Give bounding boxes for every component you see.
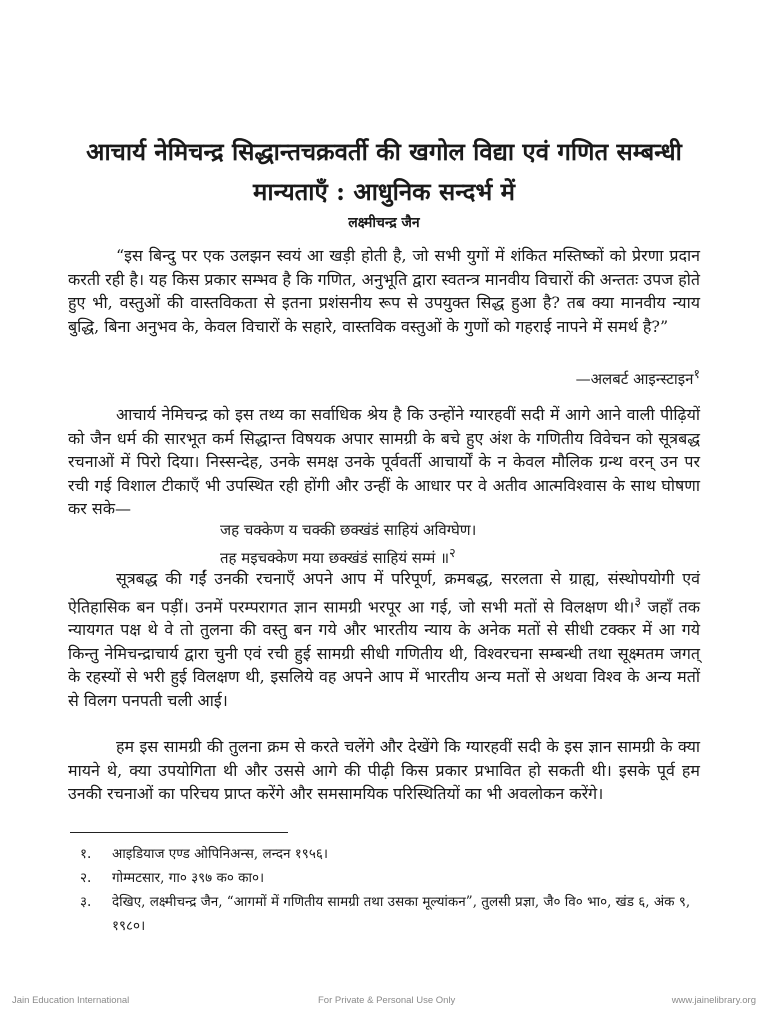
footnotes-list — [70, 842, 706, 938]
author-name: लक्ष्मीचन्द्र जैन — [348, 215, 420, 231]
footnote-number: ३. — [80, 894, 92, 910]
footer-usage-note: For Private & Personal Use Only — [318, 995, 456, 1006]
footnote-number: १. — [80, 846, 92, 862]
verse-line-2 — [220, 541, 456, 570]
footnote-ref-1: १ — [693, 366, 700, 381]
paragraph-2-part-1: सूत्रबद्ध की गईं उनकी रचनाएँ अपने आप में परिपूर्ण, क्रमबद्ध, सरलता से ग्राह्य, संस्थोपयोगी एवं ऐतिहासिक बन पड़ीं। उनमें परम्परागत ज्ञान सामग्री भरपूर आ गई, जो सभी मतों से विलक्षण थी। — [68, 569, 700, 616]
footnote-item — [70, 866, 706, 890]
footnote-ref-2: २ — [449, 545, 456, 560]
footnote-text: गोम्मटसार, गा० ३९७ क० का०। — [112, 870, 265, 886]
epigraph-quote: “इस बिन्दु पर एक उलझन स्वयं आ खड़ी होती है, जो सभी युगों में शंकित मस्तिष्कों को प्रेरणा प्रदान करती रही है। यह किस प्रकार सम्भव है कि गणित, अनुभूति द्वारा स्वतन्त्र मानवीय विचारों की अन्ततः उपज होते हुए भी, वस्तुओं की वास्तविकता से इतना प्रशंसनीय रूप से उपयुक्त सिद्ध हुआ है? तब क्या मानवीय न्याय बुद्धि, बिना अनुभव के, केवल विचारों के सहारे, वास्तविक वस्तुओं के गुणों को गहराई नापने में समर्थ है?” — [68, 246, 700, 336]
paragraph-2-part-2: जहाँ तक न्यायगत पक्ष थे वे तो तुलना की वस्तु बन गये और भारतीय न्याय के अनेक मतों से सीधी टक्कर में आ गये किन्तु नेमिचन्द्राचार्य द्वारा चुनी एवं रची हुई सामग्री सीधी गणितीय थी, विश्वरचना सम्बन्धी तथा सूक्ष्मतम जगत् के रहस्यों से भरी हुई विलक्षण थी, इसलिये वह अपने आप में भारतीय अन्य मतों से अथवा विश्व के अन्य मतों से विलग पनपती चली आई। — [68, 596, 701, 710]
paragraph-2 — [68, 567, 700, 712]
footnote-item — [70, 890, 706, 938]
footnote-divider — [70, 832, 288, 833]
footer-publisher: Jain Education International — [12, 995, 130, 1006]
footnote-text: आइडियाज एण्ड ओपिनिअन्स, लन्दन १९५६। — [112, 846, 328, 862]
page-footer — [12, 995, 756, 1011]
document-title: आचार्य नेमिचन्द्र सिद्धान्तचक्रवर्ती की खगोल विद्या एवं गणित सम्बन्धी मान्यताएँ : आधुनिक सन्दर्भ में — [86, 137, 682, 206]
footnote-ref-3: ३ — [634, 594, 642, 610]
paragraph-1: आचार्य नेमिचन्द्र को इस तथ्य का सर्वाधिक श्रेय है कि उन्होंने ग्यारहवीं सदी में आगे आने वाली पीढ़ियों को जैन धर्म की सारभूत कर्म सिद्धान्त विषयक अपार सामग्री के बचे हुए अंश के गणितीय विवेचन को सूत्रबद्ध रचनाओं में पिरो दिया। निस्सन्देह, उनके समक्ष उनके पूर्ववर्ती आचार्यों के न केवल मौलिक ग्रन्थ वरन् उन पर रची गई विशाल टीकाएँ भी उपस्थित रही होंगी और उन्हीं के आधार पर वे अतीव आत्मविश्वास के साथ घोषणा कर सके— — [68, 405, 700, 518]
footnote-item — [70, 842, 706, 866]
footer-website: www.jainelibrary.org — [671, 995, 756, 1006]
verse-line-2-text: तह मइचक्केण मया छक्खंडं साहियं सम्मं ॥ — [220, 549, 450, 567]
paragraph-3: हम इस सामग्री की तुलना क्रम से करते चलेंगे और देखेंगे कि ग्यारहवीं सदी के इस ज्ञान सामग्री के क्या मायने थे, क्या उपयोगिता थी और उससे आगे की पीढ़ी किस प्रकार प्रभावित हो सकती थी। इसके पूर्व हम उनकी रचनाओं का परिचय प्राप्त करेंगे और समसामयिक परिस्थितियों का भी अवलोकन करेंगे। — [68, 737, 700, 803]
epigraph-attribution — [576, 365, 700, 389]
attribution-text: —अलबर्ट आइन्स्टाइन — [575, 370, 694, 388]
footnote-number: २. — [80, 870, 92, 886]
verse-line-1: जह चक्केण य चक्की छक्खंडं साहियं अविग्घेण। — [220, 521, 477, 539]
footnote-text: देखिए, लक्ष्मीचन्द्र जैन, “आगमों में गणितीय सामग्री तथा उसका मूल्यांकन”, तुलसी प्रज्ञा, जै० वि० भा०, खंड ६, अंक ९, १९८०। — [112, 894, 691, 934]
